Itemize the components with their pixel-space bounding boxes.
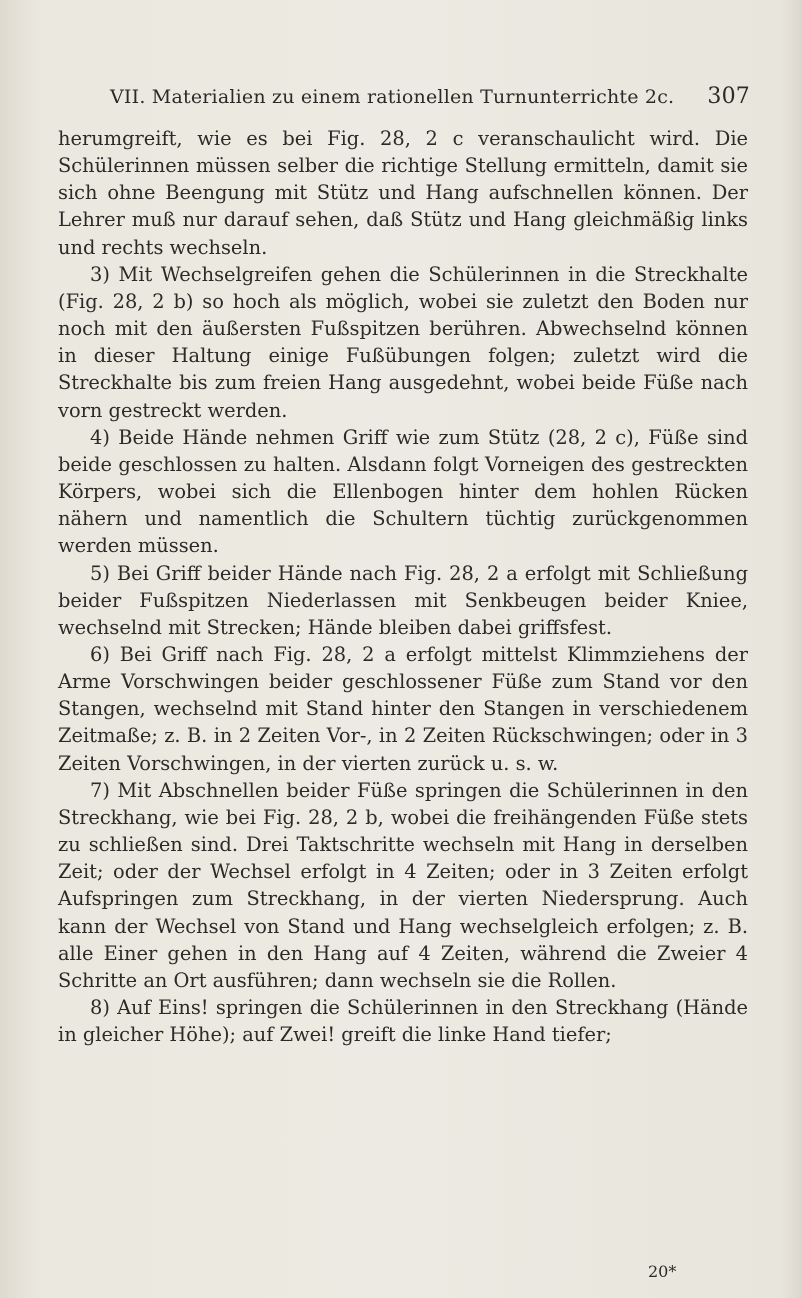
- paragraph-4: 4) Beide Hände nehmen Griff wie zum Stütz (28, 2 c), Füße sind beide geschlossen zu halten. Alsdann folgt Vorneigen des gestreckten Körpers, wobei sich die Ellenbogen hinter dem hohlen Rücken nähern und namentlich die Schultern tüchtig zurückgenommen werden müssen.: [58, 425, 748, 558]
- page-header: [60, 86, 750, 116]
- paragraph-5: 5) Bei Griff beider Hände nach Fig. 28, 2 a erfolgt mit Schließung beider Fußspitzen Niederlassen mit Senkbeugen beider Kniee, wechselnd mit Strecken; Hände bleiben dabei griffsfest.: [58, 561, 748, 639]
- paragraph-8: 8) Auf Eins! springen die Schülerinnen in den Streckhang (Hände in gleicher Höhe); auf Zwei! greift die linke Hand tiefer;: [58, 996, 748, 1047]
- signature-mark: 20*: [648, 1262, 677, 1281]
- paragraph-7: 7) Mit Abschnellen beider Füße springen die Schülerinnen in den Streckhang, wie bei Fig. 28, 2 b, wobei die freihängenden Füße stets zu schließen sind. Drei Taktschritte wechseln mit Hang in derselben Zeit; oder der Wechsel erfolgt in 4 Zeiten; oder in 3 Zeiten erfolgt Aufspringen zum Streckhang, in der vierten Niedersprung. Auch kann der Wechsel von Stand und Hang wechselgleich erfolgen; z. B. alle Einer gehen in den Hang auf 4 Zeiten, während die Zweier 4 Schritte an Ort ausführen; dann wechseln sie die Rollen.: [58, 778, 748, 992]
- body-text: [58, 125, 748, 1048]
- page-number: 307: [707, 84, 750, 109]
- running-title: VII. Materialien zu einem rationellen Turnunterrichte 2c.: [110, 86, 675, 108]
- paragraph-6: 6) Bei Griff nach Fig. 28, 2 a erfolgt mittelst Klimmziehens der Arme Vorschwingen beider geschlossener Füße zum Stand vor den Stangen, wechselnd mit Stand hinter den Stangen in verschiedenem Zeitmaße; z. B. in 2 Zeiten Vor-, in 2 Zeiten Rückschwingen; oder in 3 Zeiten Vorschwingen, in der vierten zurück u. s. w.: [58, 642, 748, 775]
- paragraph-3: 3) Mit Wechselgreifen gehen die Schülerinnen in die Streckhalte (Fig. 28, 2 b) so hoch als möglich, wobei sie zuletzt den Boden nur noch mit den äußersten Fußspitzen berühren. Abwechselnd können in dieser Haltung einige Fußübungen folgen; zuletzt wird die Streckhalte bis zum freien Hang ausgedehnt, wobei beide Füße nach vorn gestreckt werden.: [58, 262, 748, 422]
- paragraph-continuation: herumgreift, wie es bei Fig. 28, 2 c veranschaulicht wird. Die Schülerinnen müssen selber die richtige Stellung ermitteln, damit sie sich ohne Beengung mit Stütz und Hang aufschnellen können. Der Lehrer muß nur darauf sehen, daß Stütz und Hang gleichmäßig links und rechts wechseln.: [58, 127, 748, 259]
